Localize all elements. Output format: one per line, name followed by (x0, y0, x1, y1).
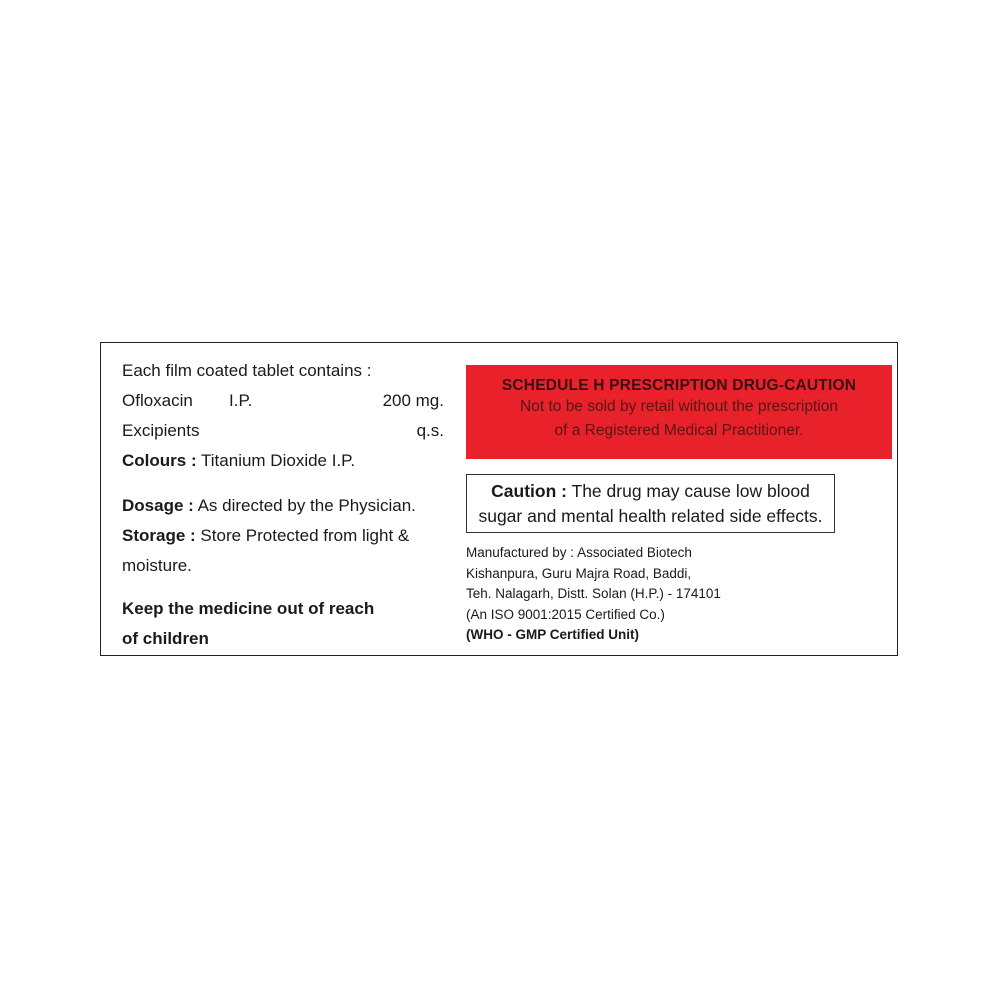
schedule-h-line-2: of a Registered Medical Practitioner. (554, 422, 804, 439)
caution-label: Caution : (491, 481, 567, 501)
manufacturer-line: Manufactured by : Associated Biotech (466, 545, 692, 560)
storage-label: Storage : (122, 526, 196, 545)
dosage-label: Dosage : (122, 496, 194, 515)
iso-certification: (An ISO 9001:2015 Certified Co.) (466, 606, 665, 622)
ingredient-name: Excipients (122, 421, 200, 440)
manufacturer-address: Kishanpura, Guru Majra Road, Baddi, (466, 565, 692, 581)
caution-line-2: sugar and mental health related side effects. (478, 506, 823, 526)
contains-heading: Each film coated tablet contains : (122, 361, 372, 380)
keep-away-warning-continued: of children (122, 629, 209, 648)
colours-label: Colours : (122, 451, 197, 470)
keep-away-warning: Keep the medicine out of reach (122, 599, 375, 618)
caution-box (466, 474, 835, 533)
storage-value: Store Protected from light & (200, 526, 410, 545)
manufacturer-address: Teh. Nalagarh, Distt. Solan (H.P.) - 174101 (466, 586, 721, 601)
ingredient-amount: q.s. (416, 421, 444, 440)
schedule-h-title: SCHEDULE H PRESCRIPTION DRUG-CAUTION (501, 377, 857, 394)
manufacturer-info (466, 543, 786, 646)
caution-text: The drug may cause low blood (566, 481, 810, 501)
colours-line (122, 451, 355, 471)
storage-value-continued: moisture. (122, 556, 192, 575)
ingredient-grade: I.P. (229, 391, 253, 410)
schedule-h-warning-box (466, 365, 892, 459)
storage-line (122, 526, 409, 546)
schedule-h-line-1: Not to be sold by retail without the prescription (520, 398, 838, 415)
ingredient-name: Ofloxacin (122, 391, 193, 410)
drug-label-panel (100, 342, 898, 656)
ingredient-amount: 200 mg. (382, 391, 444, 410)
gmp-certification: (WHO - GMP Certified Unit) (466, 627, 639, 642)
colours-value: Titanium Dioxide I.P. (201, 451, 356, 470)
caution-line-1 (467, 479, 834, 504)
dosage-value: As directed by the Physician. (197, 496, 416, 515)
dosage-line (122, 496, 416, 516)
